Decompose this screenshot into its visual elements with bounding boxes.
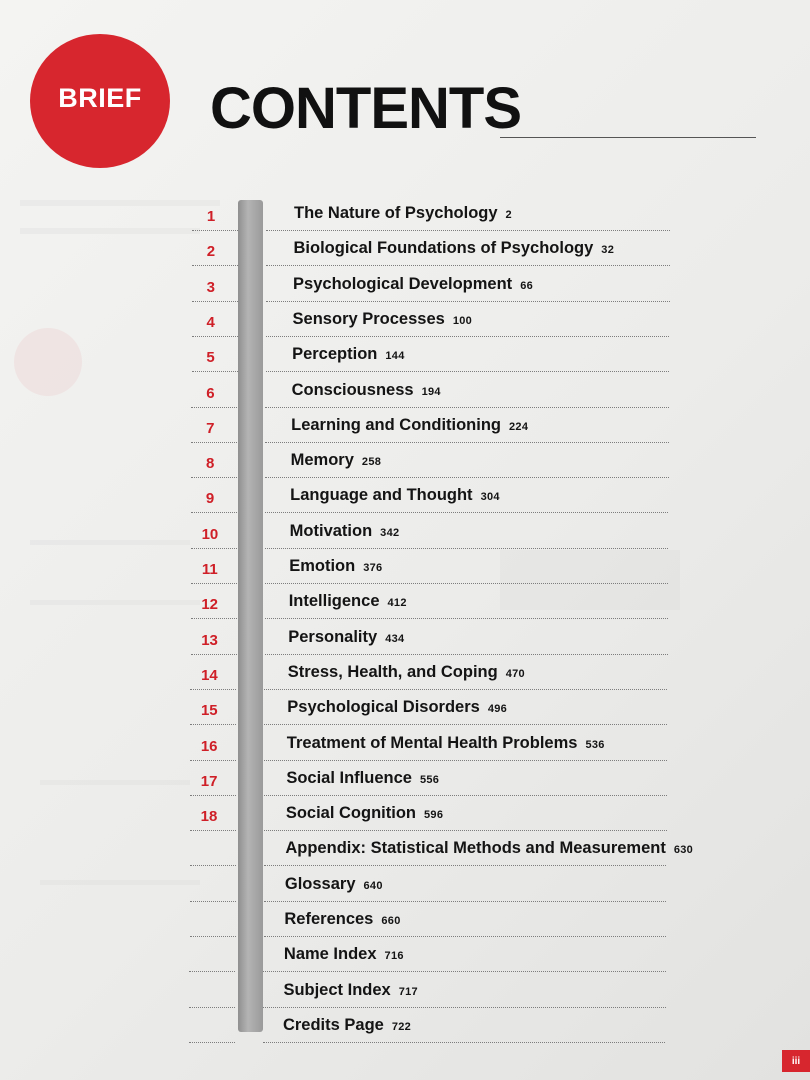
toc-entry [284,945,404,964]
entry-title: Treatment of Mental Health Problems [286,733,578,752]
chapter-number: 16 [200,737,218,755]
page-number-tab: iii [782,1050,810,1072]
entry-title: Social Influence [286,768,412,787]
dotted-rule-right [265,477,668,478]
chapter-number: 6 [206,384,215,402]
toc-entry [283,981,418,1000]
chapter-number: 12 [201,596,219,614]
entry-title: Stress, Health, and Coping [287,662,498,681]
chapter-number: 3 [206,278,215,296]
chapter-number: 1 [206,208,216,225]
toc-entry [291,416,528,435]
dotted-rule-left [190,724,236,725]
dotted-rule-left [189,971,235,972]
dotted-rule-left [191,548,237,549]
dotted-rule-left [191,618,237,619]
entry-title: Personality [288,627,378,646]
entry-page-number: 66 [520,279,534,292]
dotted-rule-left [192,371,238,372]
dotted-rule-left [191,512,237,513]
dotted-rule-left [191,654,237,655]
toc-entry [293,275,533,294]
toc-row [0,839,810,881]
toc-entry [293,310,473,329]
dotted-rule-right [265,512,668,513]
page-title: CONTENTS [210,76,521,141]
entry-page-number: 496 [487,703,508,716]
dotted-rule-right [266,230,670,231]
dotted-rule-right [266,301,670,302]
entry-title: Subject Index [283,980,391,999]
dotted-rule-right [265,654,668,655]
entry-title: Appendix: Statistical Methods and Measurement [285,839,666,858]
entry-title: References [284,910,374,928]
entry-page-number: 716 [384,950,404,963]
entry-title: Motivation [289,521,373,540]
entry-title: Consciousness [291,380,414,399]
dotted-rule-right [264,901,666,902]
toc-entry [288,663,525,682]
dotted-rule-right [263,1042,665,1043]
dotted-rule-right [266,336,670,337]
dotted-rule-left [190,865,236,866]
toc-row [0,1015,810,1058]
chapter-number: 2 [206,243,216,261]
toc-entry [290,522,400,541]
toc-entry [292,381,441,400]
dotted-rule-left [192,301,238,302]
dotted-rule-right [264,760,667,761]
toc-entry [289,592,407,611]
toc-entry [285,875,383,894]
toc-entry [292,345,405,364]
chapter-number: 18 [200,808,218,826]
dotted-rule-right [264,830,667,831]
dotted-rule-right [263,1007,665,1008]
dotted-rule-right [266,265,670,266]
dotted-rule-right [265,442,669,443]
dotted-rule-right [264,724,667,725]
dotted-rule-left [191,442,237,443]
toc-entry [285,839,693,858]
entry-title: Memory [290,451,354,470]
toc-entry [283,1016,411,1035]
chapter-number: 17 [200,772,218,790]
toc-row [0,910,810,952]
toc-entry [287,698,507,717]
chapter-number: 13 [201,631,218,649]
chapter-number: 14 [201,666,218,684]
entry-page-number: 342 [380,526,400,539]
entry-page-number: 660 [381,915,401,927]
toc-row [0,592,810,634]
entry-title: Glossary [284,874,356,893]
toc-row [0,874,810,917]
entry-page-number: 596 [424,809,444,822]
entry-title: Learning and Conditioning [291,415,502,434]
entry-title: Biological Foundations of Psychology [293,239,594,258]
entry-page-number: 717 [398,985,418,998]
chapter-number: 11 [201,561,218,578]
dotted-rule-left [190,689,236,690]
entry-title: The Nature of Psychology [294,204,498,222]
dotted-rule-left [192,336,238,337]
dotted-rule-right [265,618,668,619]
toc-entry [294,239,615,258]
toc-entry [291,451,382,470]
dotted-rule-left [190,830,236,831]
entry-title: Social Cognition [285,804,416,823]
toc-entry [284,910,400,929]
toc-row [0,309,810,352]
toc-entry [286,769,439,788]
entry-page-number: 32 [601,244,615,257]
entry-page-number: 194 [421,385,441,398]
toc-row [0,415,810,458]
entry-title: Psychological Disorders [287,698,480,717]
chapter-number: 7 [206,419,215,437]
entry-page-number: 304 [480,491,500,504]
toc-entry [286,804,443,823]
toc-row [0,486,810,528]
entry-page-number: 640 [363,879,383,892]
chapter-number: 10 [201,525,219,543]
entry-page-number: 100 [452,314,473,327]
dotted-rule-left [191,477,237,478]
dotted-rule-left [190,795,236,796]
entry-page-number: 556 [419,773,440,786]
dotted-rule-left [190,936,236,937]
toc-entry [294,204,512,223]
dotted-rule-left [192,230,238,231]
entry-page-number: 412 [387,597,407,610]
chapter-number: 5 [206,349,215,367]
dotted-rule-right [264,689,667,690]
entry-page-number: 376 [363,562,383,574]
entry-title: Sensory Processes [292,309,445,328]
dotted-rule-left [189,1007,235,1008]
entry-page-number: 630 [673,844,694,857]
dotted-rule-right [265,407,669,408]
chapter-number: 9 [205,490,215,508]
entry-page-number: 258 [361,456,382,469]
dotted-rule-left [190,760,236,761]
dotted-rule-right [265,583,668,584]
entry-title: Language and Thought [290,486,473,505]
dotted-rule-left [191,583,237,584]
toc-entry [288,628,404,647]
dotted-rule-right [264,795,667,796]
entry-page-number: 224 [509,420,529,433]
entry-title: Name Index [283,945,377,964]
entry-title: Credits Page [282,1015,384,1034]
dotted-rule-left [190,901,236,902]
dotted-rule-right [264,865,667,866]
entry-title: Emotion [289,557,356,575]
dotted-rule-right [263,971,665,972]
entry-title: Perception [292,345,378,364]
chapter-number: 4 [206,313,215,331]
dotted-rule-right [265,548,668,549]
entry-title: Intelligence [288,592,380,611]
dotted-rule-right [264,936,666,937]
dotted-rule-left [189,1042,235,1043]
entry-page-number: 434 [385,632,405,645]
chapter-number: 15 [200,702,218,720]
dotted-rule-right [266,371,670,372]
toc-entry [289,557,382,576]
entry-page-number: 536 [585,738,605,751]
entry-page-number: 144 [385,350,405,363]
toc-entry [290,486,500,505]
brief-badge-label: BRIEF [58,82,142,113]
toc-entry [287,734,605,753]
dotted-rule-left [192,265,238,266]
entry-page-number: 722 [391,1020,412,1033]
entry-page-number: 2 [505,209,512,221]
entry-title: Psychological Development [293,274,513,293]
chapter-number: 8 [205,455,215,473]
entry-page-number: 470 [505,667,525,680]
toc-row [0,521,810,564]
dotted-rule-left [191,407,237,408]
